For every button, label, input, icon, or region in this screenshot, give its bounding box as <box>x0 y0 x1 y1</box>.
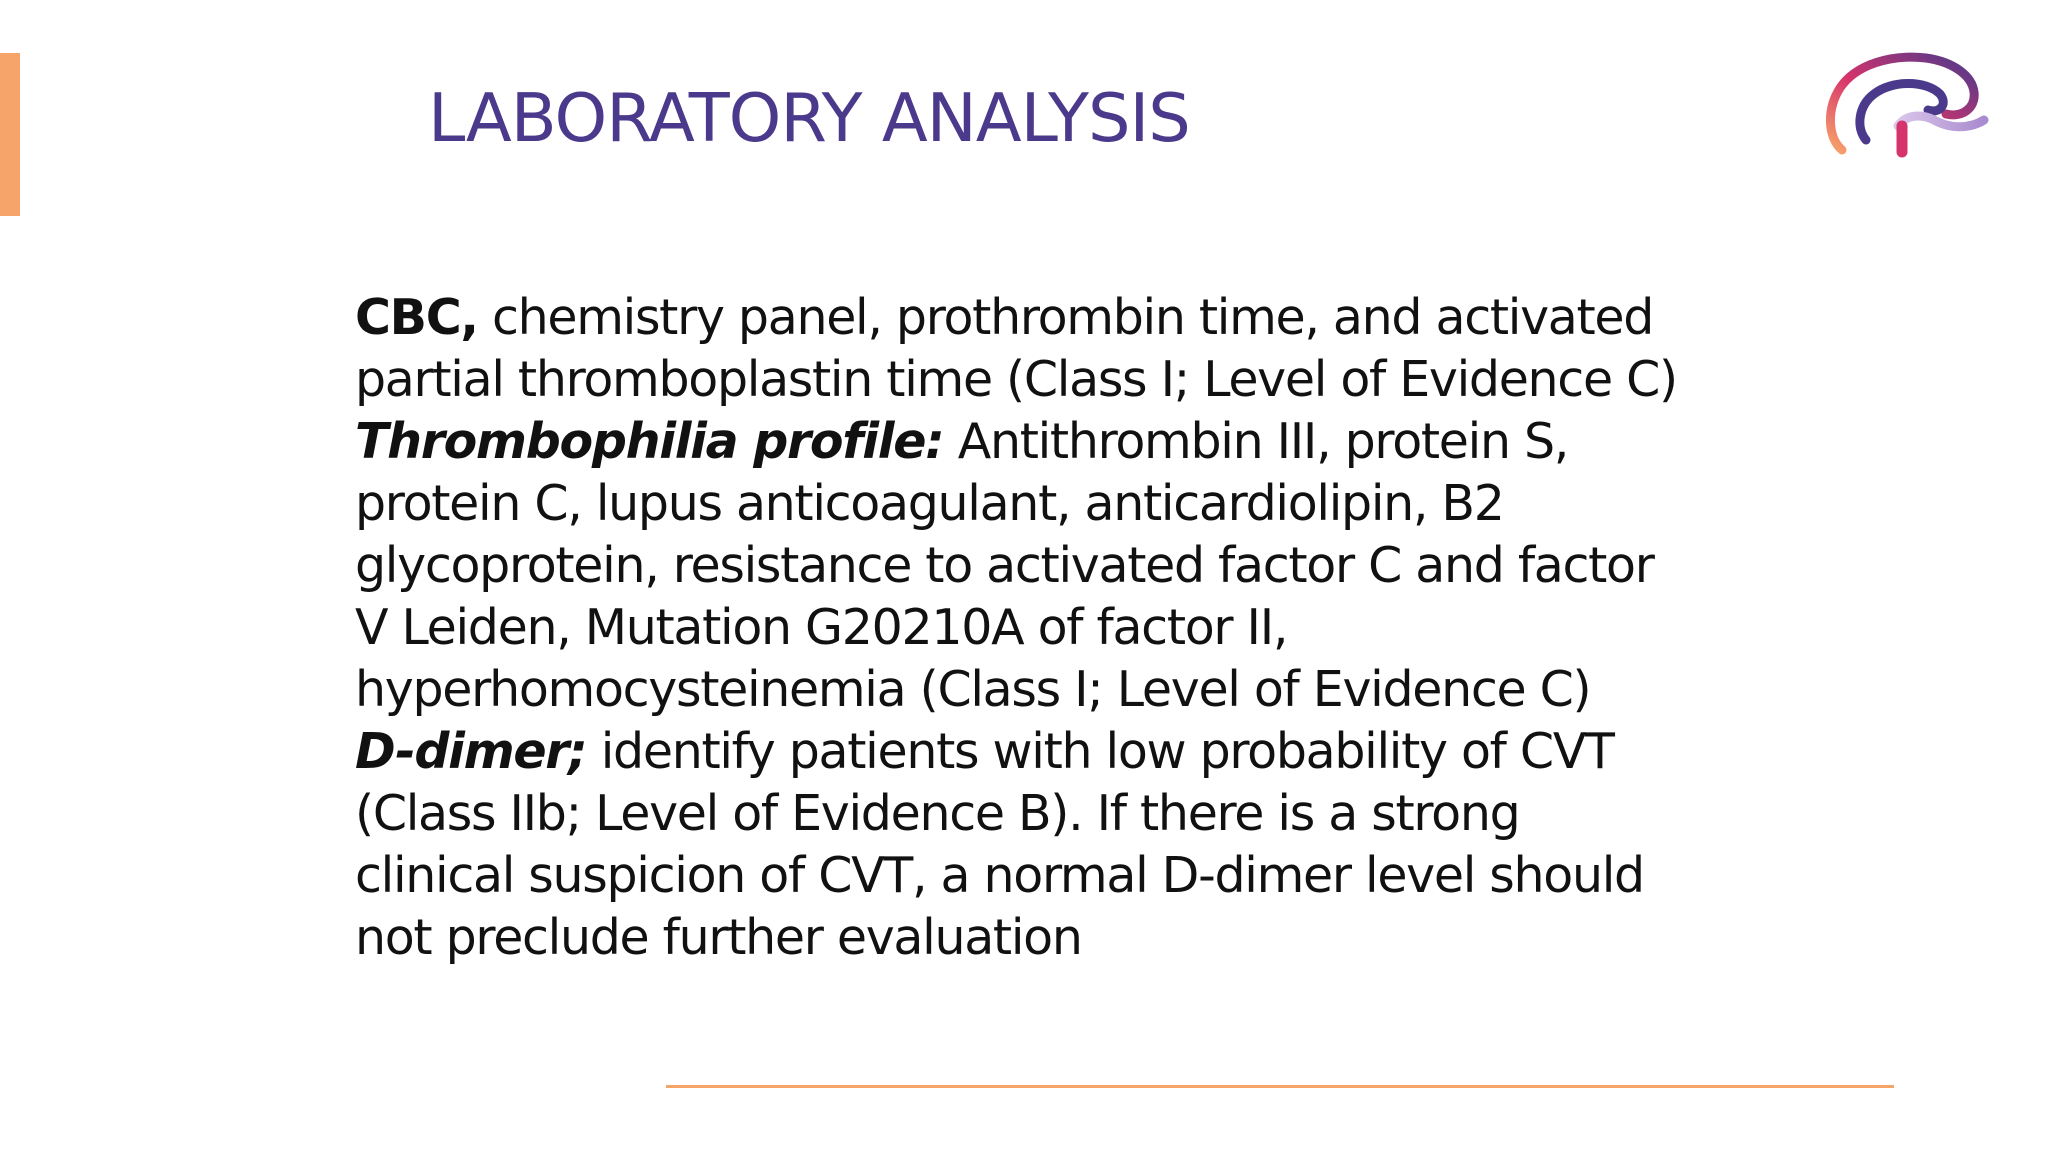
body-text <box>355 287 1735 969</box>
paragraph-cbc-line-1 <box>355 287 1735 349</box>
paragraph-line: (Class IIb; Level of Evidence B). If there is a strong <box>355 785 1520 842</box>
paragraph-line: glycoprotein, resistance to activated factor C and factor <box>355 537 1654 594</box>
paragraph-line: hyperhomocysteinemia (Class I; Level of Evidence C) <box>355 661 1591 718</box>
footer-divider <box>666 1085 1894 1088</box>
paragraph-line: not preclude further evaluation <box>355 909 1082 966</box>
left-accent-bar <box>0 53 20 216</box>
slide-title: LABORATORY ANALYSIS <box>428 79 1190 157</box>
paragraph-text: Antithrombin III, protein S, <box>943 413 1569 470</box>
paragraph-line: V Leiden, Mutation G20210A of factor II, <box>355 599 1288 656</box>
paragraph-line: protein C, lupus anticoagulant, anticardiolipin, B2 <box>355 475 1504 532</box>
brain-logo-icon <box>1822 48 1994 166</box>
paragraph-ddimer-line-1 <box>355 721 1735 783</box>
paragraph-line: partial thromboplastin time (Class I; Level of Evidence C) <box>355 351 1677 408</box>
paragraph-text: chemistry panel, prothrombin time, and activated <box>477 289 1654 346</box>
paragraph-thrombophilia-lead: Thrombophilia profile: <box>355 413 944 470</box>
paragraph-text: identify patients with low probability of CVT <box>586 723 1614 780</box>
paragraph-line: clinical suspicion of CVT, a normal D-dimer level should <box>355 847 1644 904</box>
paragraph-thrombophilia-line-1 <box>355 411 1735 473</box>
paragraph-ddimer-lead: D-dimer; <box>355 723 587 780</box>
paragraph-cbc-lead: CBC, <box>355 289 478 346</box>
